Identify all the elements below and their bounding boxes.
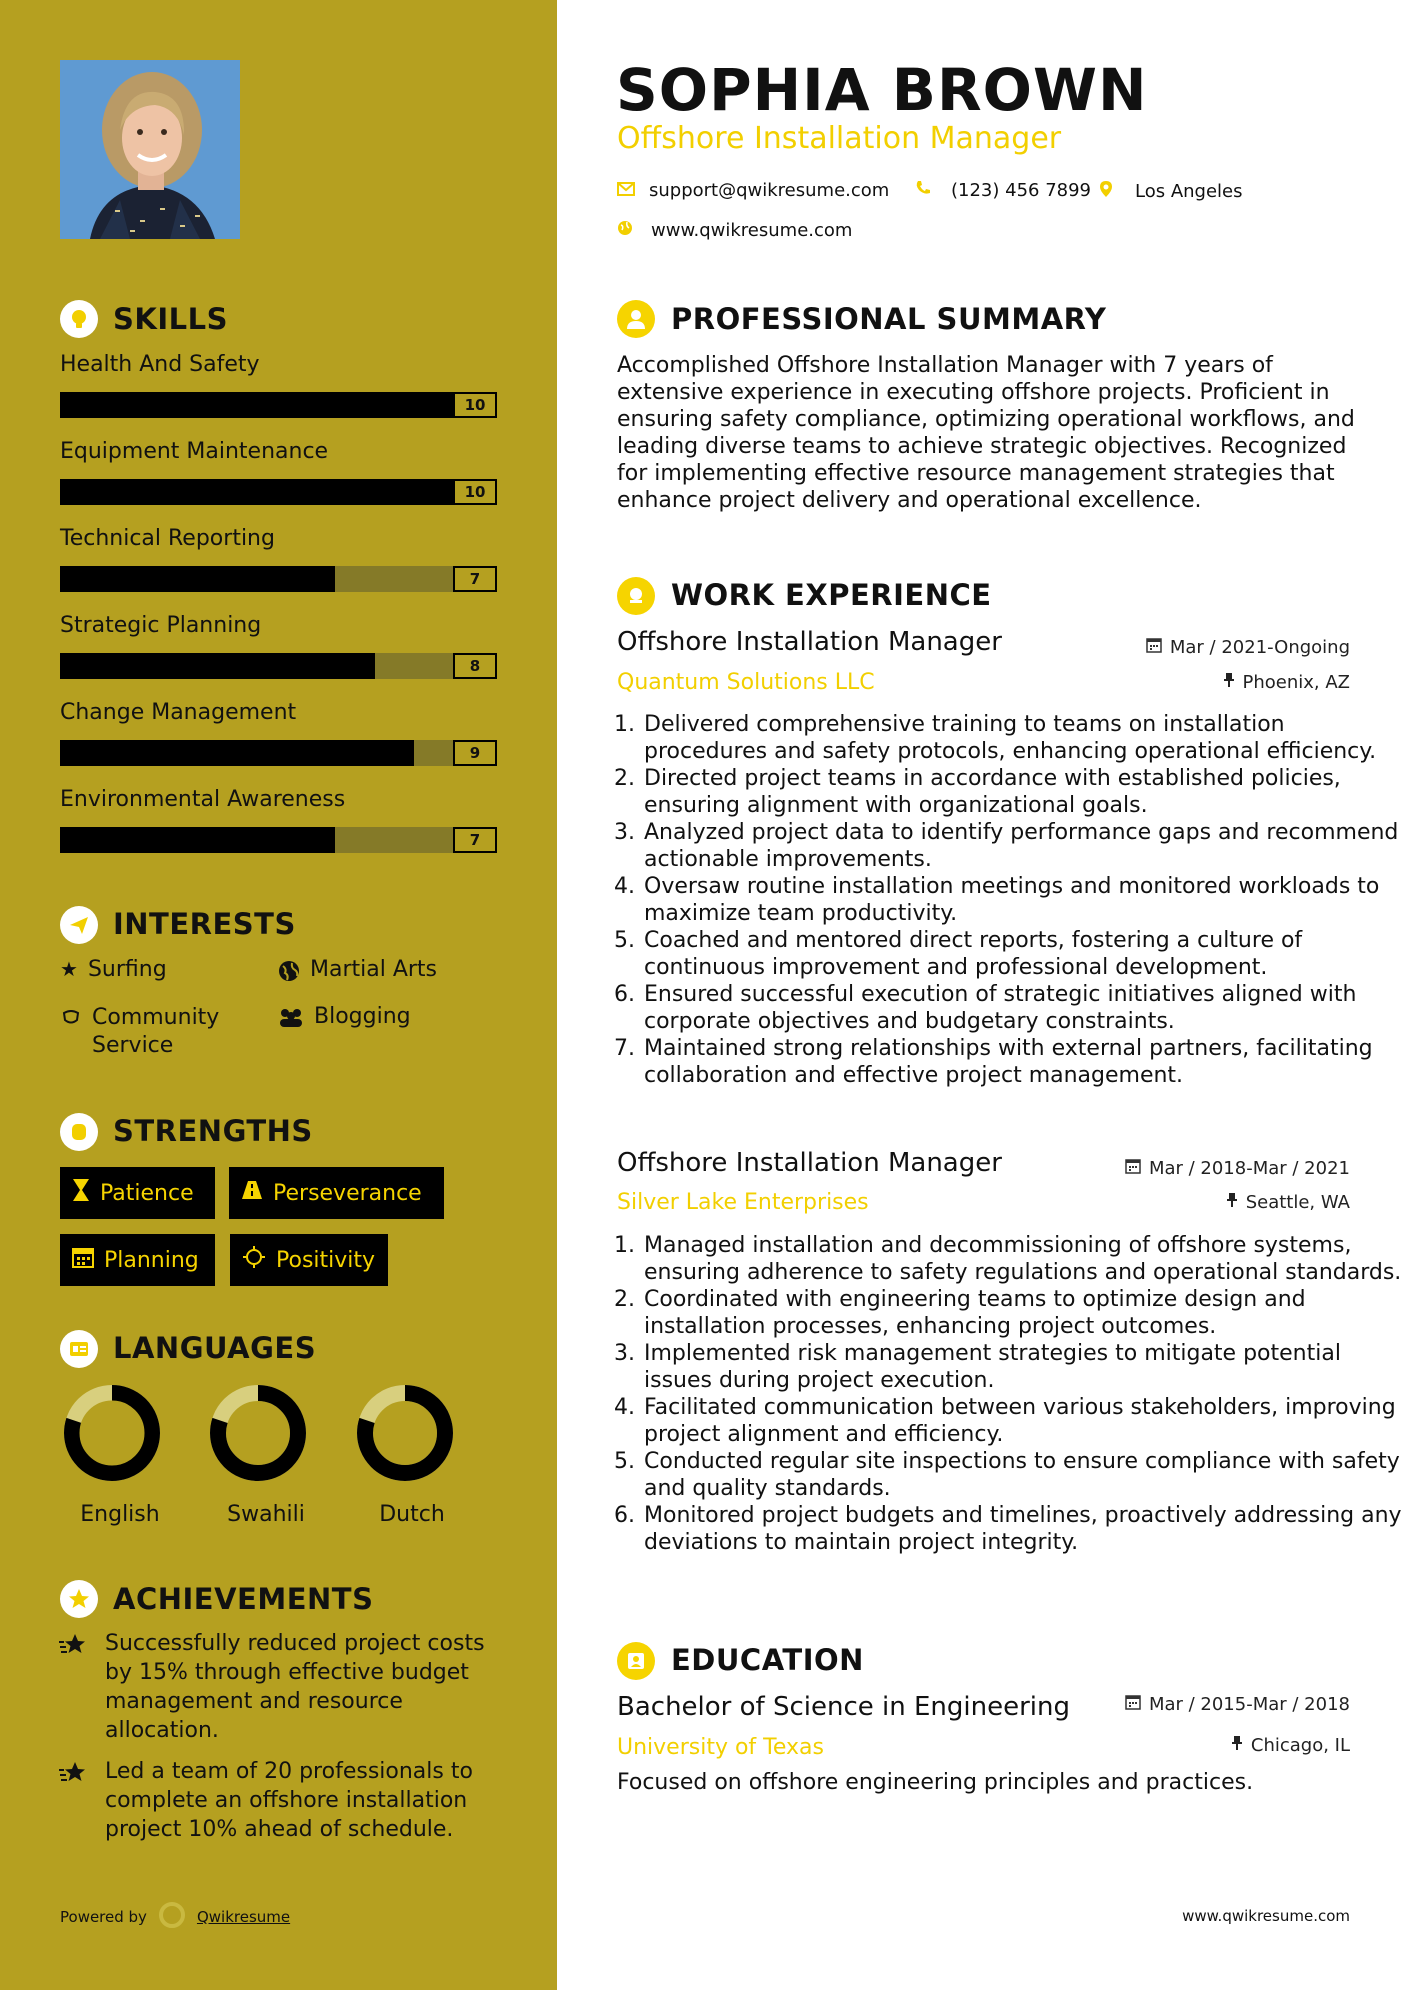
- skill-bar: [60, 827, 497, 853]
- calendar-icon: [1125, 1694, 1141, 1715]
- interest-item: Martial Arts: [278, 957, 478, 988]
- skill-level: 7: [453, 827, 497, 853]
- duty-item: 2. Coordinated with engineering teams to optimize design and installation processes, enhancing project outcomes.: [642, 1286, 1402, 1340]
- job-dates: Mar / 2021-Ongoing: [1146, 637, 1350, 658]
- skills-heading: SKILLS: [113, 302, 228, 336]
- candidate-role: Offshore Installation Manager: [617, 121, 1062, 156]
- language-ring: [64, 1385, 160, 1485]
- achievement-star-icon: [58, 1632, 88, 1662]
- skill-level: 10: [453, 392, 497, 418]
- hand-fist-icon: [60, 1113, 98, 1151]
- skill-label: Environmental Awareness: [60, 787, 346, 812]
- skill-bar: [60, 566, 497, 592]
- sidebar: [0, 0, 557, 1990]
- interest-item: ★ Surfing: [60, 957, 167, 982]
- achievements-heading: ACHIEVEMENTS: [113, 1582, 374, 1616]
- duty-item: 7. Maintained strong relationships with external partners, facilitating collaboration and effective project management.: [642, 1035, 1402, 1089]
- skill-bar: [60, 479, 497, 505]
- duty-item: 6. Ensured successful execution of strategic initiatives aligned with corporate objectives and budgetary constraints.: [642, 981, 1402, 1035]
- skill-bar: [60, 740, 497, 766]
- contact-website: www.qwikresume.com: [617, 220, 852, 241]
- skill-label: Health And Safety: [60, 352, 260, 377]
- interests-heading: INTERESTS: [113, 907, 296, 941]
- duty-item: 6. Monitored project budgets and timelines, proactively addressing any deviations to maintain project integrity.: [642, 1502, 1402, 1556]
- footer-url[interactable]: www.qwikresume.com: [1182, 1907, 1350, 1925]
- interest-item: Blogging: [278, 1004, 478, 1035]
- skill-label: Technical Reporting: [60, 526, 275, 551]
- hourglass-icon: [72, 1178, 90, 1208]
- degree-title: Bachelor of Science in Engineering: [617, 1692, 1070, 1722]
- education-description: Focused on offshore engineering principles and practices.: [617, 1770, 1254, 1795]
- duty-item: 3. Analyzed project data to identify performance gaps and recommend actionable improvements.: [642, 819, 1402, 873]
- hand-icon: [60, 1004, 82, 1035]
- sun-icon: [242, 1245, 266, 1275]
- road-icon: [241, 1179, 263, 1207]
- duty-item: 4. Facilitated communication between various stakeholders, improving project alignment and efficiency.: [642, 1394, 1402, 1448]
- star-badge-icon: [60, 1580, 98, 1618]
- envelope-icon: [617, 180, 635, 201]
- job-title: Offshore Installation Manager: [617, 1148, 1002, 1178]
- job-location: Seattle, WA: [1226, 1192, 1350, 1213]
- duty-item: 1. Managed installation and decommissioning of offshore systems, ensuring adherence to safety regulations and operational standards.: [642, 1232, 1402, 1286]
- map-pin-icon: [1099, 180, 1113, 203]
- skill-label: Strategic Planning: [60, 613, 262, 638]
- skill-level: 10: [453, 479, 497, 505]
- strengths-heading: STRENGTHS: [113, 1114, 313, 1148]
- paper-plane-icon: [60, 906, 98, 944]
- language-ring: [210, 1385, 306, 1485]
- pin-icon: [1223, 672, 1235, 693]
- profile-photo: [60, 60, 240, 239]
- company-name: Quantum Solutions LLC: [617, 670, 875, 695]
- strength-badge: Perseverance: [229, 1167, 444, 1219]
- duty-item: 2. Directed project teams in accordance with established policies, ensuring alignment with organizational goals.: [642, 765, 1402, 819]
- graduation-icon: [617, 1642, 655, 1680]
- qwikresume-link[interactable]: Qwikresume: [196, 1908, 291, 1926]
- language-label: Swahili: [227, 1502, 305, 1527]
- education-location: Chicago, IL: [1231, 1735, 1350, 1756]
- users-icon: [278, 1004, 304, 1035]
- globe-icon: [278, 957, 300, 988]
- skill-level: 9: [453, 740, 497, 766]
- summary-heading: PROFESSIONAL SUMMARY: [671, 302, 1107, 336]
- school-name: University of Texas: [617, 1735, 824, 1760]
- interest-item: Community Service: [60, 1004, 280, 1060]
- star-icon: ★: [60, 957, 78, 981]
- job-dates: Mar / 2018-Mar / 2021: [1125, 1158, 1350, 1179]
- language-label: Dutch: [379, 1502, 445, 1527]
- language-label: English: [80, 1502, 160, 1527]
- duty-item: 5. Conducted regular site inspections to ensure compliance with safety and quality standards.: [642, 1448, 1402, 1502]
- candidate-name: SOPHIA BROWN: [616, 56, 1148, 124]
- qwikresume-logo-icon: [157, 1900, 187, 1934]
- education-heading: EDUCATION: [671, 1643, 864, 1677]
- pin-icon: [1231, 1735, 1243, 1756]
- job-title: Offshore Installation Manager: [617, 627, 1002, 657]
- achievement-text: Successfully reduced project costs by 15% through effective budget management and resource allocation.: [105, 1631, 485, 1743]
- achievement-text: Led a team of 20 professionals to complete an offshore installation project 10% ahead of schedule.: [105, 1759, 473, 1842]
- duty-item: 4. Oversaw routine installation meetings and monitored workloads to maximize team productivity.: [642, 873, 1402, 927]
- company-name: Silver Lake Enterprises: [617, 1190, 869, 1215]
- strength-badge: Patience: [60, 1167, 215, 1219]
- lightbulb-icon: [60, 300, 98, 338]
- languages-heading: LANGUAGES: [113, 1331, 317, 1365]
- education-dates: Mar / 2015-Mar / 2018: [1125, 1694, 1350, 1715]
- job-duties: [617, 711, 1402, 1089]
- language-ring: [357, 1385, 453, 1485]
- calendar-icon: [1146, 637, 1162, 658]
- skill-label: Equipment Maintenance: [60, 439, 329, 464]
- briefcase-icon: [617, 577, 655, 615]
- skill-bar: [60, 653, 497, 679]
- strength-badge: Planning: [60, 1234, 215, 1286]
- duty-item: 5. Coached and mentored direct reports, fostering a culture of continuous improvement and professional development.: [642, 927, 1402, 981]
- job-location: Phoenix, AZ: [1223, 672, 1351, 693]
- skill-label: Change Management: [60, 700, 297, 725]
- strength-badge: Positivity: [230, 1234, 388, 1286]
- main-content: [557, 0, 1407, 1990]
- skill-bar: [60, 392, 497, 418]
- summary-text: Accomplished Offshore Installation Manager with 7 years of extensive experience in executing offshore projects. Proficient in ensuring safety compliance, optimizing operational workflows, and leading diverse teams to achieve strategic objectives. Recognized for implementing effective resource management strategies that enhance project delivery and operational excellence.: [617, 353, 1355, 513]
- duty-item: 1. Delivered comprehensive training to teams on installation procedures and safety protocols, enhancing operational efficiency.: [642, 711, 1402, 765]
- calendar-icon: [1125, 1158, 1141, 1179]
- calendar-icon: [72, 1246, 94, 1274]
- achievement-star-icon: [58, 1760, 88, 1790]
- duty-item: 3. Implemented risk management strategies to mitigate potential issues during project execution.: [642, 1340, 1402, 1394]
- phone-icon: [915, 180, 931, 201]
- contact-phone: (123) 456 7899: [915, 180, 1091, 201]
- experience-heading: WORK EXPERIENCE: [671, 578, 992, 612]
- globe-icon: [617, 220, 633, 241]
- job-duties: [617, 1232, 1402, 1556]
- id-card-icon: [60, 1330, 98, 1368]
- powered-by: Powered by Qwikresume: [60, 1900, 290, 1934]
- contact-location: Los Angeles: [1099, 180, 1243, 203]
- skill-level: 8: [453, 653, 497, 679]
- user-icon: [617, 300, 655, 338]
- contact-email: support@qwikresume.com: [617, 180, 889, 201]
- pin-icon: [1226, 1192, 1238, 1213]
- skill-level: 7: [453, 566, 497, 592]
